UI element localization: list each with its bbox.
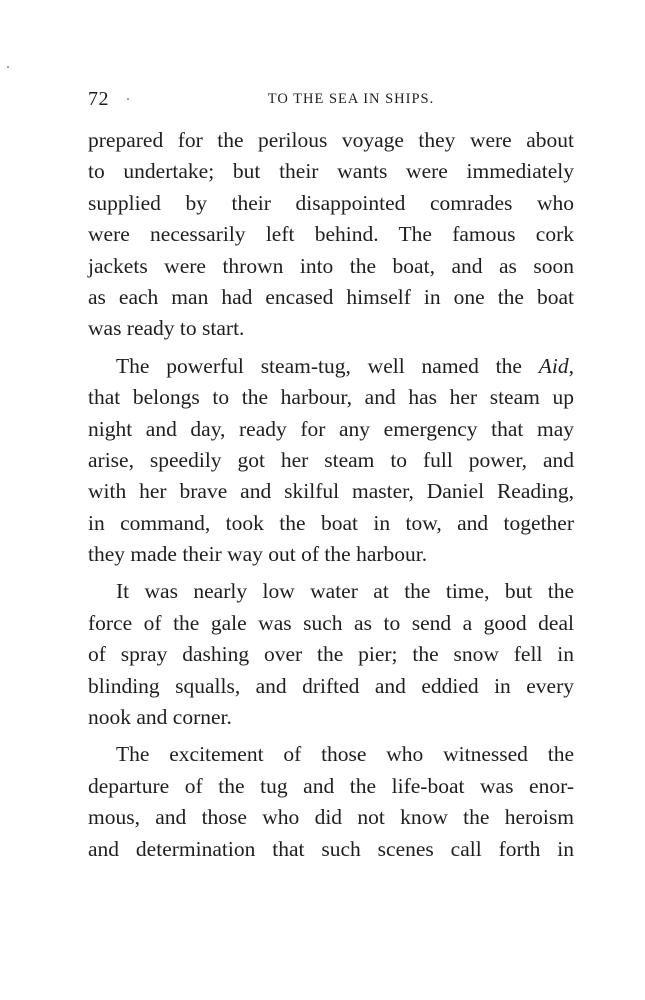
text-line: night and day, ready for any emergency that may — [88, 416, 574, 441]
text-line: were necessarily left behind. The famous cork — [88, 222, 574, 247]
text-line: jackets were thrown into the boat, and as soon — [88, 253, 574, 278]
paragraph-3 — [88, 576, 574, 733]
paper-speck — [7, 66, 9, 68]
text-line: The excitement of those who witnessed the — [116, 742, 574, 767]
text-line: and determination that such scenes call forth in — [88, 836, 574, 861]
paragraph-4 — [88, 739, 574, 865]
text-line: arise, speedily got her steam to full power, and — [88, 447, 574, 472]
text-line: mous, and those who did not know the heroism — [88, 805, 574, 830]
text-line: they made their way out of the harbour. — [88, 542, 428, 567]
body-text — [88, 125, 574, 865]
text-line: was ready to start. — [88, 316, 245, 341]
text-line: The powerful steam-tug, well named the Aid, — [116, 353, 574, 378]
text-line: It was nearly low water at the time, but the — [116, 579, 574, 604]
page-number: 72 — [88, 88, 109, 110]
text-line: in command, took the boat in tow, and together — [88, 510, 574, 535]
paragraph-2 — [88, 351, 574, 571]
running-head: TO THE SEA IN SHIPS. — [267, 91, 435, 107]
text-line: nook and corner. — [88, 705, 232, 730]
text-line: to undertake; but their wants were immediately — [88, 159, 574, 184]
text-line: supplied by their disappointed comrades who — [88, 190, 574, 215]
text-line: as each man had encased himself in one the boat — [88, 284, 574, 309]
text-line: with her brave and skilful master, Daniel Reading, — [88, 479, 574, 504]
text-line: prepared for the perilous voyage they were about — [88, 128, 574, 152]
text-line: force of the gale was such as to send a good deal — [88, 610, 574, 635]
ship-name: Aid — [538, 353, 569, 378]
text-line: blinding squalls, and drifted and eddied in every — [88, 673, 574, 698]
text-line: of spray dashing over the pier; the snow fell in — [88, 642, 574, 667]
text-line: departure of the tug and the life-boat was enor- — [88, 773, 574, 798]
page-header — [88, 88, 574, 112]
paragraph-1 — [88, 125, 574, 345]
text-line: that belongs to the harbour, and has her steam up — [88, 385, 574, 410]
